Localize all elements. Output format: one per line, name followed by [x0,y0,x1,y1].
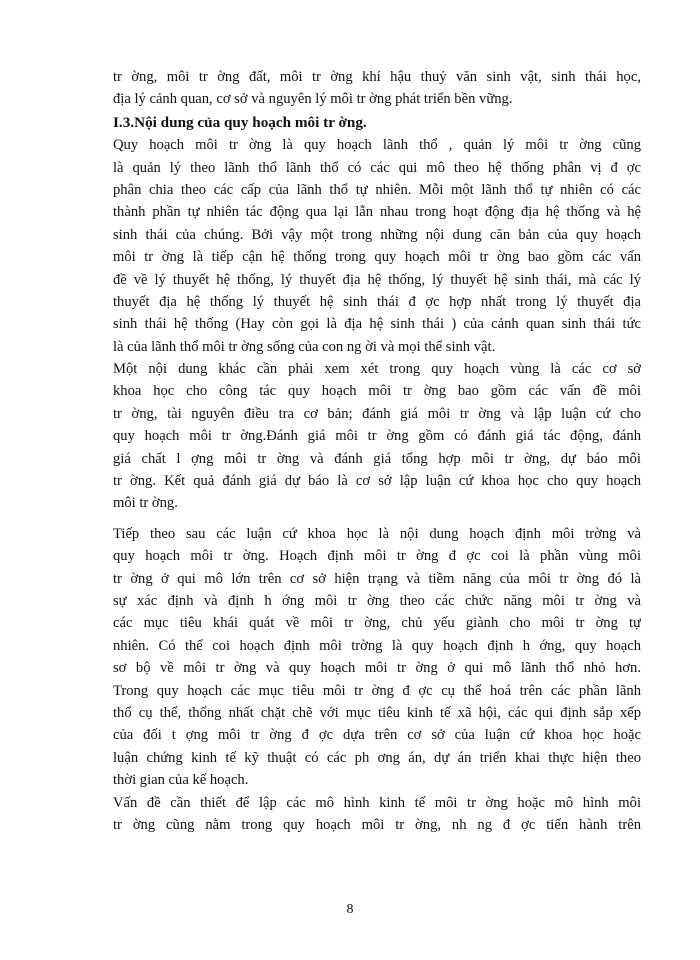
text-line: quy hoạch môi tr ờng.Đánh giá môi tr ờng gồm có đánh giá tác động, đánh [113,428,641,445]
text-line: thành phần tự nhiên tác động qua lại lẫn nhau trong hoạt động địa hệ thống và hệ [113,204,641,221]
text-line: thổ cụ thể, thống nhất chặt chẽ với mục tiêu kinh tế xã hội, các qui định sắp xếp [113,704,641,721]
text-line: tr ờng. Kết quả đánh giá dự báo là cơ sở lập luận cứ khoa học cho quy hoạch [113,473,641,490]
text-line: sự xác định và định h ớng môi tr ờng theo các chức năng môi tr ờng và [113,592,641,609]
text-line: Tiếp theo sau các luận cứ khoa học là nội dung hoạch định môi trờng và [113,525,641,542]
text-line: thời gian của kế hoạch. [113,772,249,789]
text-line: phân chia theo các cấp của lãnh thổ tự nhiên. Mỗi một lãnh thổ tự nhiên có các [113,181,641,198]
text-line: Vấn đề cần thiết để lập các mô hình kinh tế môi tr ờng hoặc mô hình môi [113,794,641,811]
text-line: là quản lý theo lãnh thổ lãnh thổ có các qui mô theo hệ thống phân vị đ ợc [113,159,641,176]
text-line: sinh thái của chúng. Bởi vậy một trong những nội dung căn bản của quy hoạch [113,226,641,243]
text-line: đề về lý thuyết hệ thống, lý thuyết địa hệ thống, lý thuyết hệ sinh thái, mà các lý [113,271,641,288]
text-line: Quy hoạch môi tr ờng là quy hoạch lãnh thổ , quản lý môi tr ờng cũng [113,137,641,154]
text-line: thuyết địa hệ thống lý thuyết hệ sinh thái đ ợc hợp nhất trong lý thuyết địa [113,293,641,310]
text-line: sơ bộ về môi tr ờng và quy hoạch môi tr ờng ở qui mô lãnh thổ nhỏ hơn. [113,660,641,677]
section-heading: I.3.Nội dung của quy hoạch môi tr ờng. [113,113,367,131]
text-line: là của lãnh thổ môi tr ờng sống của con ng ời và mọi thể sinh vật. [113,338,496,355]
text-line: sinh thái hệ thống (Hay còn gọi là địa hệ sinh thái ) của cảnh quan sinh thái tức [113,316,641,333]
text-line: các mục tiêu khái quát về môi tr ờng, chủ yếu giành cho môi tr ờng tự [113,615,641,632]
text-line: Một nội dung khác cần phải xem xét trong quy hoạch vùng là các cơ sở [113,361,641,378]
text-line: của đối t ợng môi tr ờng đ ợc dựa trên cơ sở của luận cứ khoa học hoặc [113,727,641,744]
text-line: nhiên. Có thể coi hoạch định môi trờng là quy hoạch định h ớng, quy hoạch [113,637,641,654]
text-line: luận chứng kinh tế kỹ thuật có các ph ơng án, dự án triển khai thực hiện theo [113,749,641,766]
text-line: quy hoạch môi tr ờng. Hoạch định môi tr ờng đ ợc coi là phần vùng môi [113,548,641,565]
text-line: tr ờng, môi tr ờng đất, môi tr ờng khí hậu thuỷ văn sinh vật, sinh thái học, [113,69,641,85]
text-line: tr ờng cũng nằm trong quy hoạch môi tr ờng, nh ng đ ợc tiến hành trên [113,816,641,833]
text-line: môi tr ờng. [113,495,178,512]
text-line: tr ờng, tài nguyên điều tra cơ bản; đánh giá môi tr ờng và lập luận cứ cho [113,405,641,422]
text-line: địa lý cảnh quan, cơ sở và nguyên lý môi tr ờng phát triển bền vững. [113,91,513,108]
text-line: giá chất l ợng môi tr ờng và đánh giá tổng hợp môi tr ờng, dự báo môi [113,450,641,467]
page-number: 8 [346,902,354,917]
text-line: khoa học cho công tác quy hoạch môi tr ờng bao gồm các vấn đề môi [113,383,641,400]
text-line: Trong quy hoạch các mục tiêu môi tr ờng đ ợc cụ thể hoá trên các phần lãnh [113,682,641,699]
text-line: tr ờng ở qui mô lớn trên cơ sở hiện trạng và tiềm năng của môi tr ờng đó là [113,570,641,587]
document-body [113,66,641,836]
text-line: môi tr ờng là tiếp cận hệ thống trong quy hoạch môi tr ờng bao gồm các vấn [113,249,641,266]
